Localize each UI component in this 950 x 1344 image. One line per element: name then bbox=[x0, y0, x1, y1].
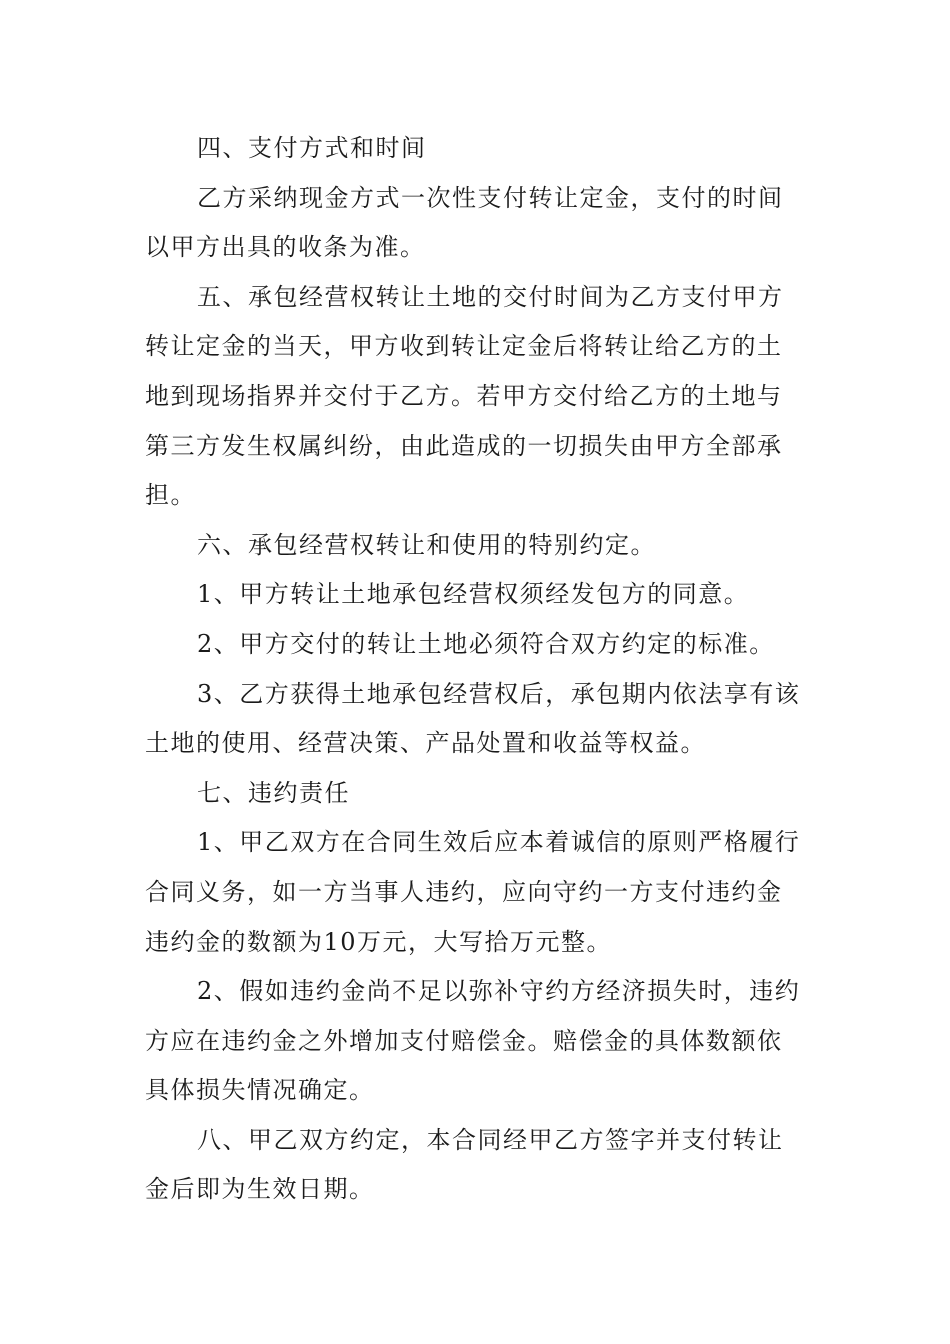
paragraph-delivery-time: 五、承包经营权转让土地的交付时间为乙方支付甲方 转让定金的当天，甲方收到转让定金后将转让给乙方的土 地到现场指界并交付于乙方。若甲方交付给乙方的土地与 第三方发生权属纠纷，由此造成的一切损失由甲方全部承 担。 bbox=[145, 282, 784, 510]
clause-item-3: 3、乙方获得土地承包经营权后，承包期内依法享有该 土地的使用、经营决策、产品处置和收益等权益。 bbox=[145, 679, 801, 758]
clause-item-1: 1、甲方转让土地承包经营权须经发包方的同意。 bbox=[197, 580, 750, 609]
section-heading-breach: 七、违约责任 bbox=[197, 778, 350, 807]
section-effective-date: 八、甲乙双方约定，本合同经甲乙方签字并支付转让 金后即为生效日期。 bbox=[145, 1125, 784, 1204]
section-heading-special-terms: 六、承包经营权转让和使用的特别约定。 bbox=[197, 530, 656, 559]
paragraph-payment-method: 乙方采纳现金方式一次性支付转让定金，支付的时间 以甲方出具的收条为准。 bbox=[145, 183, 784, 262]
section-heading-payment: 四、支付方式和时间 bbox=[197, 134, 427, 162]
document-body bbox=[145, 124, 815, 1215]
clause-item-2: 2、甲方交付的转让土地必须符合双方约定的标准。 bbox=[197, 629, 775, 658]
breach-item-1: 1、甲乙双方在合同生效后应本着诚信的原则严格履行 合同义务，如一方当事人违约，应向守约一方支付违约金 违约金的数额为10万元，大写拾万元整。 bbox=[145, 828, 801, 956]
breach-item-2: 2、假如违约金尚不足以弥补守约方经济损失时，违约 方应在违约金之外增加支付赔偿金。赔偿金的具体数额依 具体损失情况确定。 bbox=[145, 977, 801, 1105]
